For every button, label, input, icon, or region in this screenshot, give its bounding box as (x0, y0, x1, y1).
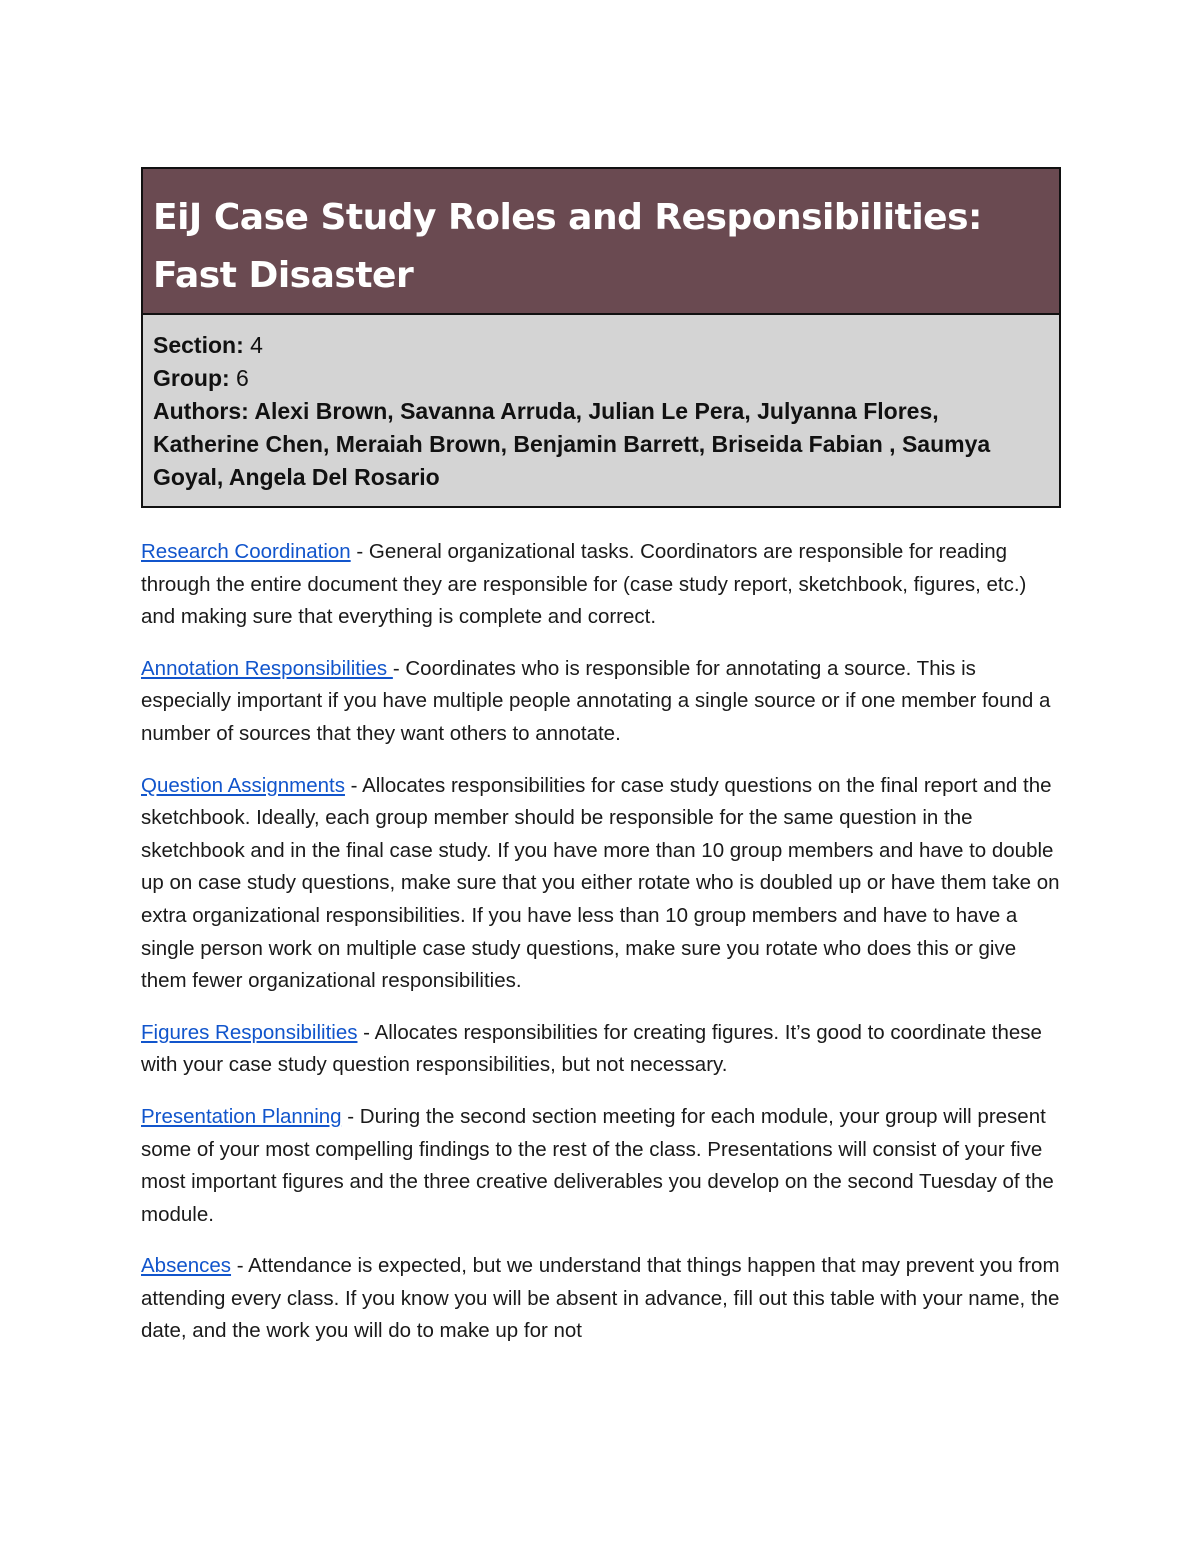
absences-paragraph (141, 1250, 1066, 1348)
research-coordination-link[interactable]: Research Coordination (141, 540, 351, 563)
presentation-planning-link[interactable]: Presentation Planning (141, 1104, 342, 1128)
info-cell (143, 315, 1059, 506)
body-content (141, 536, 1066, 1367)
research-coordination-paragraph (141, 536, 1066, 634)
group-line (153, 362, 1049, 395)
research-coordination-text: - General organizational tasks. Coordinators are responsible for reading through the entire document they are responsible for (case study report, sketchbook, figures, etc.) and making sure that everything is complete and correct. (141, 540, 1027, 629)
absences-text: - Attendance is expected, but we understand that things happen that may prevent you from attending every class. If you know you will be absent in advance, fill out this table with your name, the date, and the work you will do to make up for not (141, 1254, 1060, 1343)
figures-responsibilities-paragraph (141, 1017, 1066, 1082)
presentation-planning-text: - During the second section meeting for each module, your group will present some of your most compelling findings to the rest of the class. Presentations will consist of your five most important figures and the three creative deliverables you develop on the second Tuesday of the module. (141, 1104, 1054, 1226)
question-assignments-text: - Allocates responsibilities for case study questions on the final report and the sketchbook. Ideally, each group member should be responsible for the same question in the sketchbook and in the final case study. If you have more than 10 group members and have to double up on case study questions, make sure that you either rotate who is doubled up or have them take on extra organizational responsibilities. If you have less than 10 group members and have to have a single person work on multiple case study questions, make sure you rotate who does this or give them fewer organizational responsibilities. (141, 773, 1060, 993)
section-value: 4 (250, 332, 263, 358)
group-label: Group: (153, 365, 230, 391)
group-value: 6 (236, 365, 249, 391)
annotation-responsibilities-paragraph (141, 653, 1066, 751)
figures-responsibilities-text: - Allocates responsibilities for creating figures. It’s good to coordinate these with your case study question responsibilities, but not necessary. (141, 1020, 1042, 1077)
absences-link[interactable]: Absences (141, 1254, 232, 1278)
presentation-planning-paragraph (141, 1101, 1066, 1231)
question-assignments-paragraph (141, 770, 1066, 998)
section-line (153, 329, 1049, 362)
annotation-responsibilities-link[interactable]: Annotation Responsibilities (141, 656, 393, 680)
document-title: EiJ Case Study Roles and Responsibilities: Fast Disaster (153, 197, 982, 296)
figures-responsibilities-link[interactable]: Figures Responsibilities (141, 1020, 358, 1044)
authors-value: Alexi Brown, Savanna Arruda, Julian Le Pera, Julyanna Flores, Katherine Chen, Meraiah Brown, Benjamin Barrett, Briseida Fabian , Saumya Goyal, Angela Del Rosario (153, 398, 991, 490)
authors-label: Authors: (153, 398, 249, 424)
title-cell (143, 169, 1059, 315)
annotation-responsibilities-text: - Coordinates who is responsible for annotating a source. This is especially important if you have multiple people annotating a single source or if one member found a number of sources that they want others to annotate. (141, 656, 1051, 745)
header-table (141, 167, 1061, 508)
section-label: Section: (153, 332, 244, 358)
question-assignments-link[interactable]: Question Assignments (141, 773, 345, 797)
authors-line (153, 395, 1049, 494)
